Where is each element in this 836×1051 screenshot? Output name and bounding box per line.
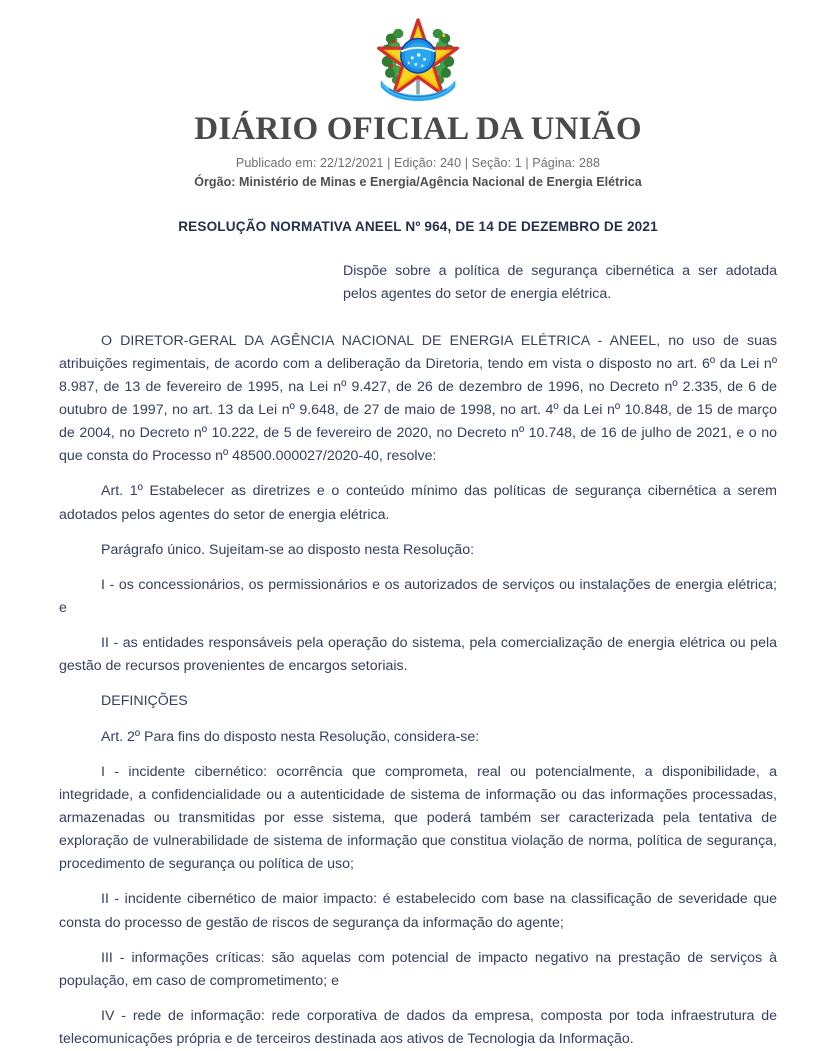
masthead (0, 0, 836, 189)
definition-item-i: I - incidente cibernético: ocorrência que comprometa, real ou potencialmente, a disponibilidade, a integridade, a confidencialidade ou a autenticidade de sistema de informação ou das informações processadas, armazenadas ou transmitidas por esse sistema, que poderá também ser caracterizada pela tentativa de exploração de vulnerabilidade de sistema de informação que constitua violação de norma, política de segurança, procedimento de segurança ou política de uso; (59, 763, 777, 873)
definition-item-iv: IV - rede de informação: rede corporativa de dados da empresa, composta por toda infraestrutura de telecomunicações própria e de terceiros destinada aos ativos de Tecnologia da Informação. (59, 1008, 777, 1048)
document-body (59, 219, 777, 1051)
brazil-coat-of-arms-icon (375, 14, 461, 106)
ementa-summary: Dispõe sobre a política de segurança cibernética a ser adotada pelos agentes do setor de energia elétrica. (343, 262, 777, 302)
definition-item-ii: II - incidente cibernético de maior impacto: é estabelecido com base na classificação de severidade que consta do processo de gestão de riscos de segurança da informação do agente; (59, 891, 777, 931)
page-title: DIÁRIO OFICIAL DA UNIÃO (194, 111, 642, 147)
scope-item-ii: II - as entidades responsáveis pela operação do sistema, pela comercialização de energia elétrica ou pela gestão de recursos provenientes de encargos setoriais. (59, 635, 777, 675)
article-2: Art. 2º Para fins do disposto nesta Resolução, considera-se: (101, 728, 480, 745)
resolution-title: RESOLUÇÃO NORMATIVA ANEEL Nº 964, DE 14 DE DEZEMBRO DE 2021 (178, 218, 658, 234)
scope-item-i: I - os concessionários, os permissionários e os autorizados de serviços ou instalações de energia elétrica; e (59, 576, 777, 617)
definition-item-iii: III - informações críticas: são aquelas com potencial de impacto negativo na prestação de serviços à população, em caso de comprometimento; e (59, 949, 777, 989)
paragrafo-unico: Parágrafo único. Sujeitam-se ao disposto nesta Resolução: (101, 541, 475, 558)
issuing-organ: Órgão: Ministério de Minas e Energia/Agência Nacional de Energia Elétrica (194, 174, 642, 189)
preamble-paragraph: O DIRETOR-GERAL DA AGÊNCIA NACIONAL DE ENERGIA ELÉTRICA - ANEEL, no uso de suas atribuições regimentais, de acordo com a deliberação da Diretoria, tendo em vista o disposto no art. 6º da Lei nº 8.987, de 13 de fevereiro de 1995, na Lei nº 9.427, de 26 de dezembro de 1996, no Decreto nº 2.335, de 6 de outubro de 1997, no art. 13 da Lei nº 9.648, de 27 de maio de 1998, no art. 4º da Lei nº 10.848, de 15 de março de 2004, no Decreto nº 10.222, de 5 de fevereiro de 2020, no Decreto nº 10.748, de 16 de julho de 2021, e o no que consta do Processo nº 48500.000027/2020-40, resolve: (59, 332, 777, 465)
section-heading-definicoes: DEFINIÇÕES (101, 693, 188, 710)
publication-metadata: Publicado em: 22/12/2021 | Edição: 240 | Seção: 1 | Página: 288 (235, 155, 601, 170)
article-1: Art. 1º Estabelecer as diretrizes e o conteúdo mínimo das políticas de segurança cibernética a serem adotados pelos agentes do setor de energia elétrica. (59, 483, 777, 523)
celestial-globe (401, 39, 435, 73)
